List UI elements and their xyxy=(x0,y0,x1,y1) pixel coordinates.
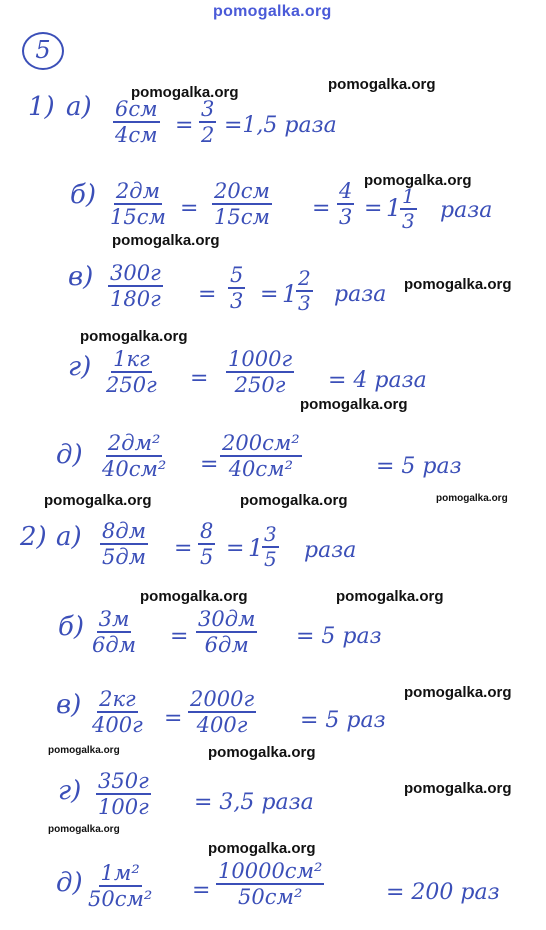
s1-b-f2-num: 20см xyxy=(212,180,272,205)
s1-v-mixed-den: 3 xyxy=(298,291,311,315)
s1-b-mixed-whole: 1 xyxy=(386,194,402,222)
s1-b-mixed-den: 3 xyxy=(402,209,415,233)
s2-d-result: = 200 раз xyxy=(386,880,500,905)
watermark: pomogalka.org xyxy=(404,684,512,701)
problem-number: 5 xyxy=(35,36,51,64)
watermark: pomogalka.org xyxy=(44,492,152,509)
s1-v-mixed-num: 2 xyxy=(298,266,311,290)
s1-g-f2-num: 1000г xyxy=(226,348,294,373)
s1-v-f1-den: 180г xyxy=(110,287,161,312)
s1-d-result: = 5 раз xyxy=(376,454,462,479)
s1-a-f2-num: 3 xyxy=(199,98,216,123)
s2-a-f1-den: 5дм xyxy=(102,545,147,570)
s2-a-fraction-1 xyxy=(100,520,148,568)
s2-v-equals-1: = xyxy=(164,706,183,731)
watermark: pomogalka.org xyxy=(208,840,316,857)
watermark: pomogalka.org xyxy=(48,745,120,756)
s1-d-fraction-1 xyxy=(100,432,168,480)
watermark: pomogalka.org xyxy=(208,744,316,761)
watermark: pomogalka.org xyxy=(48,824,120,835)
s1-v-label: в) xyxy=(68,262,94,292)
watermark: pomogalka.org xyxy=(300,396,408,413)
s2-b-equals-1: = xyxy=(170,624,189,649)
s1-v-unit: раза xyxy=(334,282,387,307)
s2-d-f2-num: 10000см² xyxy=(216,860,324,885)
s1-b-mixed-num: 1 xyxy=(402,184,415,208)
s1-b-f2-den: 15см xyxy=(214,205,270,230)
s1-g-f1-num: 1кг xyxy=(111,348,152,373)
s2-g-f1-den: 100г xyxy=(98,795,149,820)
s1-g-f2-den: 250г xyxy=(234,373,286,398)
section2-label: 2) xyxy=(20,522,47,552)
s2-b-fraction-2 xyxy=(196,608,257,656)
watermark: pomogalka.org xyxy=(112,232,220,249)
s2-d-label: д) xyxy=(56,868,83,898)
s2-d-fraction-1 xyxy=(86,862,154,910)
s1-g-fraction-1 xyxy=(104,348,159,396)
s2-b-f1-num: 3м xyxy=(97,608,132,633)
s1-v-mixed-fraction xyxy=(296,268,313,314)
watermark: pomogalka.org xyxy=(80,328,188,345)
s1-a-f1-den: 4см xyxy=(115,123,158,148)
watermark: pomogalka.org xyxy=(328,76,436,93)
s2-b-f2-num: 30дм xyxy=(196,608,257,633)
s1-d-f1-den: 40см² xyxy=(102,457,167,482)
watermark: pomogalka.org xyxy=(404,780,512,797)
s1-a-fraction-1 xyxy=(113,98,160,146)
s2-d-f1-den: 50см² xyxy=(88,887,153,912)
s1-b-label: б) xyxy=(70,180,97,210)
s1-b-equals-3: = xyxy=(364,196,383,221)
s2-v-f1-den: 400г xyxy=(92,713,143,738)
s2-a-mixed-fraction xyxy=(262,524,279,570)
header-watermark: pomogalka.org xyxy=(213,3,332,20)
s2-b-result: = 5 раз xyxy=(296,624,382,649)
s1-g-result: = 4 раза xyxy=(328,368,427,393)
s1-b-mixed-fraction xyxy=(400,186,417,232)
s1-v-equals-1: = xyxy=(198,282,217,307)
s1-d-f2-num: 200см² xyxy=(220,432,302,457)
s1-v-equals-2: = xyxy=(260,282,279,307)
s1-g-equals-1: = xyxy=(190,366,209,391)
s2-v-fraction-1 xyxy=(90,688,145,736)
s2-a-equals-2: = xyxy=(226,536,245,561)
s2-v-f1-num: 2кг xyxy=(97,688,138,713)
s2-b-f1-den: 6дм xyxy=(92,633,137,658)
watermark: pomogalka.org xyxy=(140,588,248,605)
s2-d-f2-den: 50см² xyxy=(238,885,303,910)
s1-a-label: а) xyxy=(66,92,92,122)
s1-g-label: г) xyxy=(68,352,92,382)
s2-a-mixed-num: 3 xyxy=(264,522,277,546)
s1-v-fraction-2 xyxy=(228,264,245,312)
s1-b-equals-2: = xyxy=(312,196,331,221)
s1-g-fraction-2 xyxy=(226,348,294,396)
section1-label: 1) xyxy=(28,92,55,122)
s1-a-result: =1,5 раза xyxy=(224,113,337,138)
s1-b-f3-den: 3 xyxy=(339,205,353,230)
s1-b-f3-num: 4 xyxy=(337,180,354,205)
s2-v-label: в) xyxy=(56,690,82,720)
s1-a-f2-den: 2 xyxy=(201,123,215,148)
s1-a-f1-num: 6см xyxy=(113,98,160,123)
s2-g-label: г) xyxy=(58,776,82,806)
s2-a-mixed-den: 5 xyxy=(264,547,277,571)
s2-a-f2-den: 5 xyxy=(200,545,214,570)
s2-a-mixed-whole: 1 xyxy=(248,534,264,562)
s1-b-fraction-1 xyxy=(108,180,168,228)
s1-d-label: д) xyxy=(56,440,83,470)
s1-v-mixed-whole: 1 xyxy=(282,280,298,308)
s1-d-f1-num: 2дм² xyxy=(106,432,163,457)
s1-g-f1-den: 250г xyxy=(106,373,157,398)
s1-d-f2-den: 40см² xyxy=(228,457,293,482)
watermark: pomogalka.org xyxy=(364,172,472,189)
s1-b-unit: раза xyxy=(440,198,493,223)
s2-b-fraction-1 xyxy=(90,608,138,656)
watermark: pomogalka.org xyxy=(240,492,348,509)
s2-b-f2-den: 6дм xyxy=(204,633,249,658)
watermark: pomogalka.org xyxy=(131,84,239,101)
s2-a-label: а) xyxy=(56,522,82,552)
s1-b-equals-1: = xyxy=(180,196,199,221)
s1-a-equals-1: = xyxy=(175,113,194,138)
s2-a-f1-num: 8дм xyxy=(100,520,148,545)
s2-d-fraction-2 xyxy=(216,860,324,908)
s2-v-f2-num: 2000г xyxy=(188,688,256,713)
watermark: pomogalka.org xyxy=(436,493,508,504)
s1-d-fraction-2 xyxy=(220,432,302,480)
s1-v-fraction-1 xyxy=(108,262,163,310)
s1-b-fraction-2 xyxy=(212,180,272,228)
s1-b-f1-den: 15см xyxy=(110,205,166,230)
s2-g-result: = 3,5 раза xyxy=(194,790,314,815)
s2-a-unit: раза xyxy=(304,538,357,563)
s1-a-fraction-2 xyxy=(199,98,216,146)
s2-g-fraction-1 xyxy=(96,770,151,818)
s2-g-f1-num: 350г xyxy=(96,770,151,795)
s1-b-f1-num: 2дм xyxy=(114,180,162,205)
s1-d-equals-1: = xyxy=(200,452,219,477)
s2-v-f2-den: 400г xyxy=(196,713,248,738)
s2-v-fraction-2 xyxy=(188,688,256,736)
s1-v-f2-num: 5 xyxy=(228,264,245,289)
watermark: pomogalka.org xyxy=(404,276,512,293)
s2-b-label: б) xyxy=(58,612,85,642)
s2-a-equals-1: = xyxy=(174,536,193,561)
s1-v-f2-den: 3 xyxy=(230,289,244,314)
s2-a-f2-num: 8 xyxy=(198,520,215,545)
s1-v-f1-num: 300г xyxy=(108,262,163,287)
s2-d-equals-1: = xyxy=(192,878,211,903)
s2-v-result: = 5 раз xyxy=(300,708,386,733)
s2-a-fraction-2 xyxy=(198,520,215,568)
problem-number-circle xyxy=(22,32,64,70)
s2-d-f1-num: 1м² xyxy=(99,862,142,887)
watermark: pomogalka.org xyxy=(336,588,444,605)
s1-b-fraction-3 xyxy=(337,180,354,228)
